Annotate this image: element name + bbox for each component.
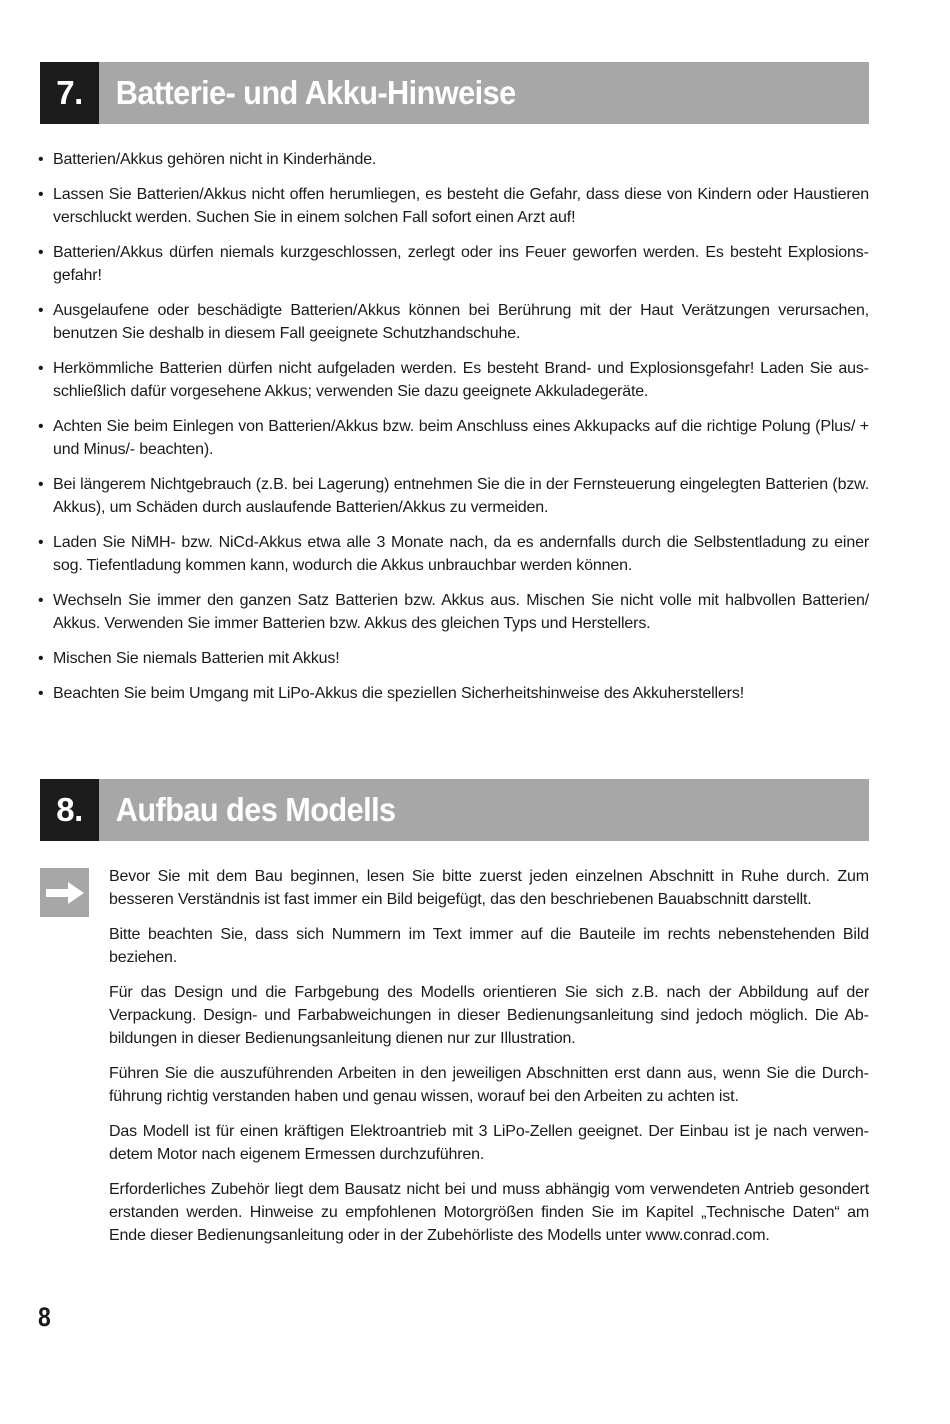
paragraph: Bevor Sie mit dem Bau beginnen, lesen Sie bitte zuerst jeden einzelnen Abschnitt in Ruhe durch. Zum besseren Verständnis ist fast immer ein Bild beigefügt, das den beschriebenen Bauabschnitt darstellt. [109,868,869,908]
list-item: • Herkömmliche Batterien dürfen nicht aufgeladen werden. Es besteht Brand- und Explosionsgefahr! Laden Sie ausschließlich dafür vorgesehene Akkus; verwenden Sie dazu geeignete Akkuladegeräte. [37,357,869,403]
list-item: • Batterien/Akkus gehören nicht in Kinderhände. [37,148,869,171]
list-item: • Beachten Sie beim Umgang mit LiPo-Akkus die speziellen Sicherheitshinweise des Akkuherstellers! [37,682,869,705]
list-item: • Bei längerem Nichtgebrauch (z.B. bei Lagerung) entnehmen Sie die in der Fernsteuerung eingelegten Batterien (bzw. Akkus), um Schäden durch auslaufende Batterien/Akkus zu vermeiden. [37,473,869,519]
list-item: • Laden Sie NiMH- bzw. NiCd-Akkus etwa alle 3 Monate nach, da es andernfalls durch die Selbstentladung zu einer sog. Tiefentladung kommen kann, wodurch die Akkus unbrauchbar werden können. [37,531,869,577]
section-8-title: Aufbau des Modells [115,791,396,828]
list-item: • Mischen Sie niemals Batterien mit Akkus! [37,647,869,670]
page-number: 8 [38,1302,51,1332]
list-item: • Batterien/Akkus dürfen niemals kurzgeschlossen, zerlegt oder ins Feuer geworfen werden. Es besteht Explosionsgefahr! [37,241,869,287]
section-7-number: 7. [40,62,99,124]
list-item: • Ausgelaufene oder beschädigte Batterien/Akkus können bei Berührung mit der Haut Verätzungen verursachen, benutzen Sie deshalb in diesem Fall geeignete Schutzhandschuhe. [37,299,869,345]
list-item: • Wechseln Sie immer den ganzen Satz Batterien bzw. Akkus aus. Mischen Sie nicht volle mit halbvollen Batterien/ Akkus. Verwenden Sie immer Batterien bzw. Akkus des gleichen Typs und Herstellers. [37,589,869,635]
paragraph: Für das Design und die Farbgebung des Modells orientieren Sie sich z.B. nach der Abbildung auf der Verpackung. Design- und Farbabweichungen in dieser Bedienungsanleitung sind jedoch möglich. Die Abbildungen in dieser Bedienungsanleitung dienen nur zur Illustration. [109,984,869,1047]
section-8-header [40,779,869,841]
list-item: • Lassen Sie Batterien/Akkus nicht offen herumliegen, es besteht die Gefahr, dass diese von Kindern oder Haustieren verschluckt werden. Suchen Sie in einem solchen Fall sofort einen Arzt auf! [37,183,869,229]
section-7-title: Batterie- und Akku-Hinweise [115,74,516,111]
battery-notes-list [37,148,869,717]
paragraph: Das Modell ist für einen kräftigen Elektroantrieb mit 3 LiPo-Zellen geeignet. Der Einbau ist je nach verwendetem Motor nach eigenem Ermessen durchzuführen. [109,1123,869,1163]
arrow-right-icon-svg [45,881,85,905]
paragraph: Bitte beachten Sie, dass sich Nummern im Text immer auf die Bauteile im rechts nebenstehenden Bild beziehen. [109,926,869,966]
list-item: • Achten Sie beim Einlegen von Batterien/Akkus bzw. beim Anschluss eines Akkupacks auf die richtige Polung (Plus/ + und Minus/- beachten). [37,415,869,461]
section-8-number: 8. [40,779,99,841]
section-7-header [40,62,869,124]
assembly-intro [109,865,869,1259]
paragraph: Führen Sie die auszuführenden Arbeiten in den jeweiligen Abschnitten erst dann aus, wenn Sie die Durchführung richtig verstanden haben und genau wissen, worauf bei den Arbeiten zu achten ist. [109,1065,869,1105]
arrow-right-icon [40,868,89,917]
paragraph: Erforderliches Zubehör liegt dem Bausatz nicht bei und muss abhängig vom verwendeten Antrieb gesondert erstanden werden. Hinweise zu empfohlenen Motorgrößen finden Sie im Kapitel „Technische Daten“ am Ende dieser Bedienungsanleitung oder in der Zubehörliste des Modells unter www.conrad.com. [109,1181,869,1244]
